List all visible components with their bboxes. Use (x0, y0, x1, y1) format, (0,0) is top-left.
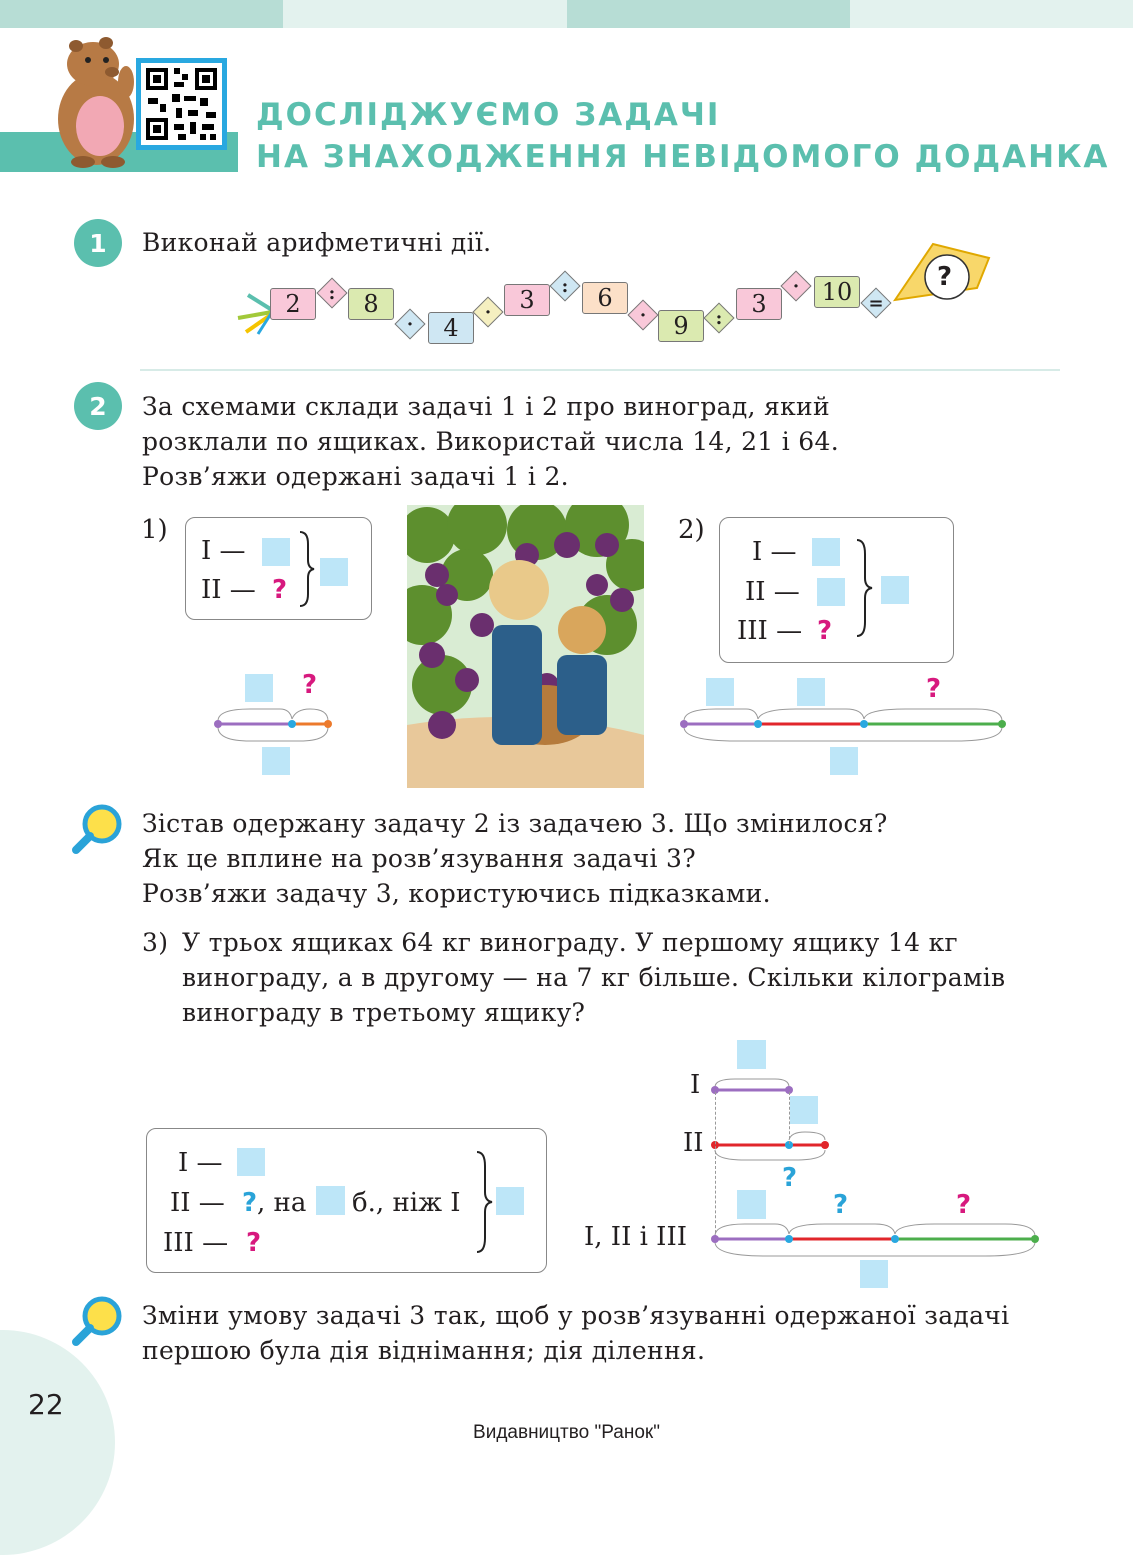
chain-operator: · (472, 296, 503, 327)
segment-diagram-1 (210, 705, 340, 745)
top-bar-segment (0, 0, 283, 28)
page-title-line1: ДОСЛІДЖУЄМО ЗАДАЧІ (256, 97, 721, 133)
magnifier-icon (70, 1296, 124, 1348)
task1-text: Виконай арифметичні дії. (142, 228, 492, 257)
scheme1-row1: I — (201, 536, 246, 566)
curly-brace-icon (473, 1150, 495, 1254)
curly-brace-icon (853, 538, 875, 638)
diagram1-question: ? (302, 670, 318, 700)
diagram3-question-pink: ? (956, 1190, 972, 1220)
compare-line: Розв’яжи задачу 3, користуючись підказками. (142, 879, 771, 908)
answer-square[interactable] (237, 1148, 265, 1176)
kite-tail-icon (228, 290, 274, 336)
diagram2-question: ? (926, 674, 942, 704)
task-number-2: 2 (74, 382, 122, 430)
chain-number: 2 (270, 288, 316, 320)
scheme1-question: ? (272, 575, 288, 605)
answer-square[interactable] (830, 747, 858, 775)
chain-operator: = (860, 287, 891, 318)
chain-number: 8 (348, 288, 394, 320)
chain-operator: : (549, 270, 580, 301)
answer-square[interactable] (797, 678, 825, 706)
compare-line: Зістав одержану задачу 2 із задачею 3. Що змінилося? (142, 809, 888, 838)
dashed-guide (789, 1092, 790, 1144)
chain-number: 4 (428, 312, 474, 344)
scheme2-row1: I — (752, 537, 797, 567)
change-line: Зміни умову задачі 3 так, щоб у розв’язуванні одержаної задачі (142, 1301, 1010, 1330)
qr-code-icon (136, 58, 227, 150)
task2-line: За схемами склади задачі 1 і 2 про виноград, який (142, 392, 830, 421)
chain-number: 10 (814, 276, 860, 308)
top-bar-segment (283, 0, 567, 28)
qr-code[interactable] (136, 58, 227, 150)
scheme1-label: 1) (141, 515, 168, 545)
chain-number: 3 (736, 288, 782, 320)
task2-line: Розв’яжи одержані задачі 1 і 2. (142, 462, 569, 491)
diagram3-label-2: II (683, 1128, 704, 1158)
publisher: Видавництво "Ранок" (473, 1422, 660, 1443)
grape-harvest-illustration (407, 505, 644, 788)
curly-brace-icon (296, 530, 316, 608)
answer-square[interactable] (737, 1040, 766, 1069)
top-bar-segment (567, 0, 850, 28)
page-number: 22 (28, 1388, 64, 1421)
scheme3-question-pink: ? (246, 1228, 262, 1258)
task3-line: винограду, а в другому — на 7 кг більше. Скільки кілограмів (182, 963, 1006, 992)
scheme2-label: 2) (678, 515, 705, 545)
answer-square[interactable] (860, 1260, 888, 1288)
scheme3-row1: I — (178, 1148, 223, 1178)
chain-number: 9 (658, 310, 704, 342)
answer-square[interactable] (706, 678, 734, 706)
segment-diagram-3-row2 (705, 1128, 835, 1164)
scheme3-question-blue: ? (242, 1188, 258, 1218)
task3-label: 3) (142, 928, 169, 957)
magnifier-icon (70, 804, 124, 856)
diagram3-question-blue: ? (833, 1190, 849, 1220)
diagram3-question-blue: ? (782, 1163, 798, 1193)
scheme2-question: ? (817, 616, 833, 646)
dashed-guide (715, 1092, 716, 1238)
scheme1-row2: II — (201, 575, 256, 605)
answer-square[interactable] (790, 1096, 818, 1124)
answer-square[interactable] (817, 578, 845, 606)
diagram3-label-3: I, II і III (584, 1222, 687, 1252)
chain-operator: · (394, 308, 425, 339)
task3-line: винограду в третьому ящику? (182, 998, 586, 1027)
divider (140, 369, 1060, 371)
scheme2-row2: II — (745, 577, 800, 607)
chain-operator: : (703, 302, 734, 333)
kite-question-mark: ? (937, 262, 953, 292)
answer-square[interactable] (812, 538, 840, 566)
chain-number: 6 (582, 282, 628, 314)
answer-square[interactable] (320, 558, 348, 586)
capybara-mascot-icon (48, 34, 143, 169)
diagram3-label-1: I (690, 1070, 701, 1100)
scheme3-row2b: , на (257, 1188, 307, 1218)
answer-square[interactable] (737, 1190, 766, 1219)
answer-square[interactable] (262, 538, 290, 566)
scheme3-row3: III — (163, 1228, 229, 1258)
chain-operator: · (627, 299, 658, 330)
page-title-line2: НА ЗНАХОДЖЕННЯ НЕВІДОМОГО ДОДАНКА (256, 139, 1110, 175)
task3-line: У трьох ящиках 64 кг винограду. У першому ящику 14 кг (182, 928, 958, 957)
task2-line: розклали по ящиках. Використай числа 14, 21 і 64. (142, 427, 839, 456)
top-bar-segment (850, 0, 1133, 28)
scheme3-row2c: б., ніж I (352, 1188, 461, 1218)
answer-square[interactable] (262, 747, 290, 775)
change-line: першою була дія віднімання; дія ділення. (142, 1336, 706, 1365)
segment-diagram-2 (676, 705, 1012, 745)
chain-operator: · (780, 270, 811, 301)
scheme2-row3: III — (737, 616, 803, 646)
answer-square[interactable] (245, 674, 273, 702)
chain-number: 3 (504, 284, 550, 316)
chain-operator: : (316, 277, 347, 308)
compare-line: Як це вплине на розв’язування задачі 3? (142, 844, 696, 873)
answer-square[interactable] (496, 1187, 524, 1215)
answer-square[interactable] (881, 576, 909, 604)
answer-square[interactable] (316, 1186, 345, 1215)
scheme3-row2a: II — (170, 1188, 225, 1218)
segment-diagram-3-row3 (705, 1220, 1045, 1260)
task-number-1: 1 (74, 219, 122, 267)
